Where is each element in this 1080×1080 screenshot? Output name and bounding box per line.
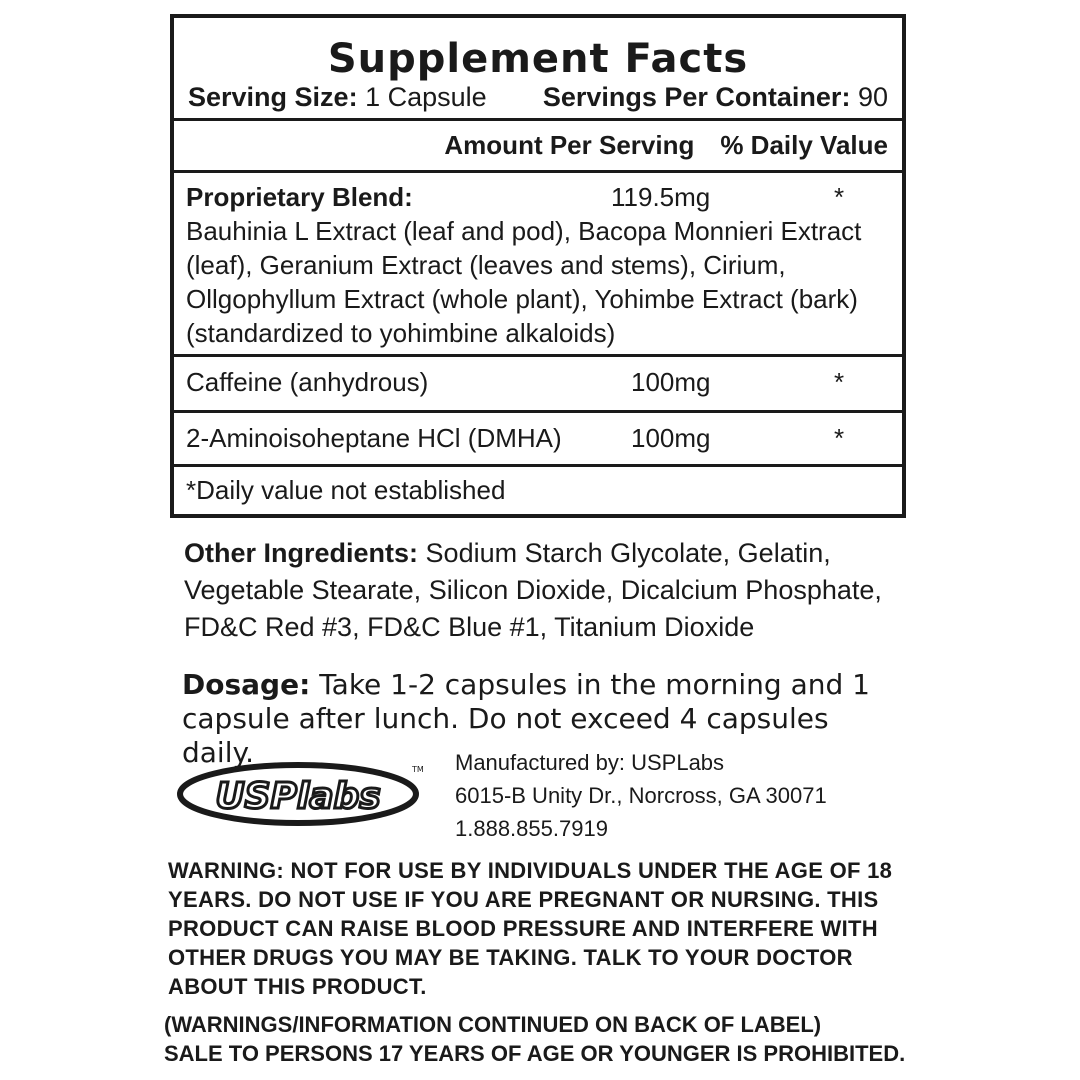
manufacturer-info	[455, 746, 827, 845]
serving-info	[188, 82, 888, 113]
ingredient-daily-value: *	[834, 367, 845, 397]
manufacturer-phone: 1.888.855.7919	[455, 816, 608, 841]
amount-per-serving-header: Amount Per Serving	[444, 130, 695, 160]
proprietary-blend	[186, 180, 892, 350]
serving-size-value: 1 Capsule	[365, 82, 487, 112]
servings-per-container	[543, 82, 888, 113]
divider	[174, 464, 902, 467]
serving-size	[188, 82, 487, 113]
usplabs-logo	[176, 758, 426, 828]
servings-per-container-value: 90	[857, 82, 888, 112]
blend-ingredient-line: (standardized to yohimbine alkaloids)	[186, 318, 616, 348]
divider	[174, 118, 902, 121]
ingredient-amount: 100mg	[631, 367, 711, 397]
divider	[174, 170, 902, 173]
blend-ingredient-line: (leaf), Geranium Extract (leaves and stems), Cirium,	[186, 250, 786, 280]
footer-notice	[164, 1010, 914, 1068]
divider	[174, 410, 902, 413]
ingredient-daily-value: *	[834, 423, 845, 453]
warning-text: WARNING: NOT FOR USE BY INDIVIDUALS UNDER THE AGE OF 18 YEARS. DO NOT USE IF YOU ARE PREGNANT OR NURSING. THIS PRODUCT CAN RAISE BLOOD PRESSURE AND INTERFERE WITH OTHER DRUGS YOU MAY BE TAKING. TALK TO YOUR DOCTOR ABOUT THIS PRODUCT.	[168, 858, 893, 999]
other-ingredients-label: Other Ingredients:	[184, 538, 419, 568]
other-ingredients-text: Sodium Starch Glycolate, Gelatin, Vegetable Stearate, Silicon Dioxide, Dicalcium Phosphate, FD&C Red #3, FD&C Blue #1, Titanium Dioxide	[184, 538, 882, 642]
dosage-text: Take 1-2 capsules in the morning and 1 capsule after lunch. Do not exceed 4 capsules daily.	[182, 668, 870, 769]
blend-header	[186, 180, 892, 214]
trademark-mark: TM	[412, 765, 424, 774]
blend-amount: 119.5mg	[611, 182, 711, 212]
manufacturer-address: 6015-B Unity Dr., Norcross, GA 30071	[455, 783, 827, 808]
column-headers	[444, 130, 888, 161]
facts-title: Supplement Facts	[327, 36, 749, 82]
dosage-label: Dosage:	[182, 668, 311, 701]
continued-notice: (WARNINGS/INFORMATION CONTINUED ON BACK OF LABEL)	[164, 1012, 822, 1037]
supplement-facts-panel	[170, 14, 906, 518]
other-ingredients	[184, 535, 904, 646]
manufacturer-name: Manufactured by: USPLabs	[455, 750, 725, 775]
ingredient-name: 2-Aminoisoheptane HCl (DMHA)	[186, 423, 562, 453]
ingredient-name: Caffeine (anhydrous)	[186, 367, 429, 397]
divider	[174, 354, 902, 357]
ingredient-amount: 100mg	[631, 423, 711, 453]
serving-size-label: Serving Size:	[188, 82, 358, 112]
daily-value-header: % Daily Value	[720, 130, 888, 160]
footnote: *Daily value not established	[186, 475, 506, 505]
age-restriction: SALE TO PERSONS 17 YEARS OF AGE OR YOUNGER IS PROHIBITED.	[164, 1041, 906, 1066]
blend-name: Proprietary Blend:	[186, 182, 413, 212]
logo-wordmark: USPlabs	[215, 776, 381, 817]
ingredient-row	[186, 362, 892, 402]
ingredient-row	[186, 418, 892, 458]
blend-ingredient-line: Bauhinia L Extract (leaf and pod), Bacopa Monnieri Extract	[186, 216, 862, 246]
blend-ingredient-line: Ollgophyllum Extract (whole plant), Yohimbe Extract (bark)	[186, 284, 858, 314]
servings-per-container-label: Servings Per Container:	[542, 82, 851, 112]
blend-daily-value: *	[834, 182, 845, 212]
